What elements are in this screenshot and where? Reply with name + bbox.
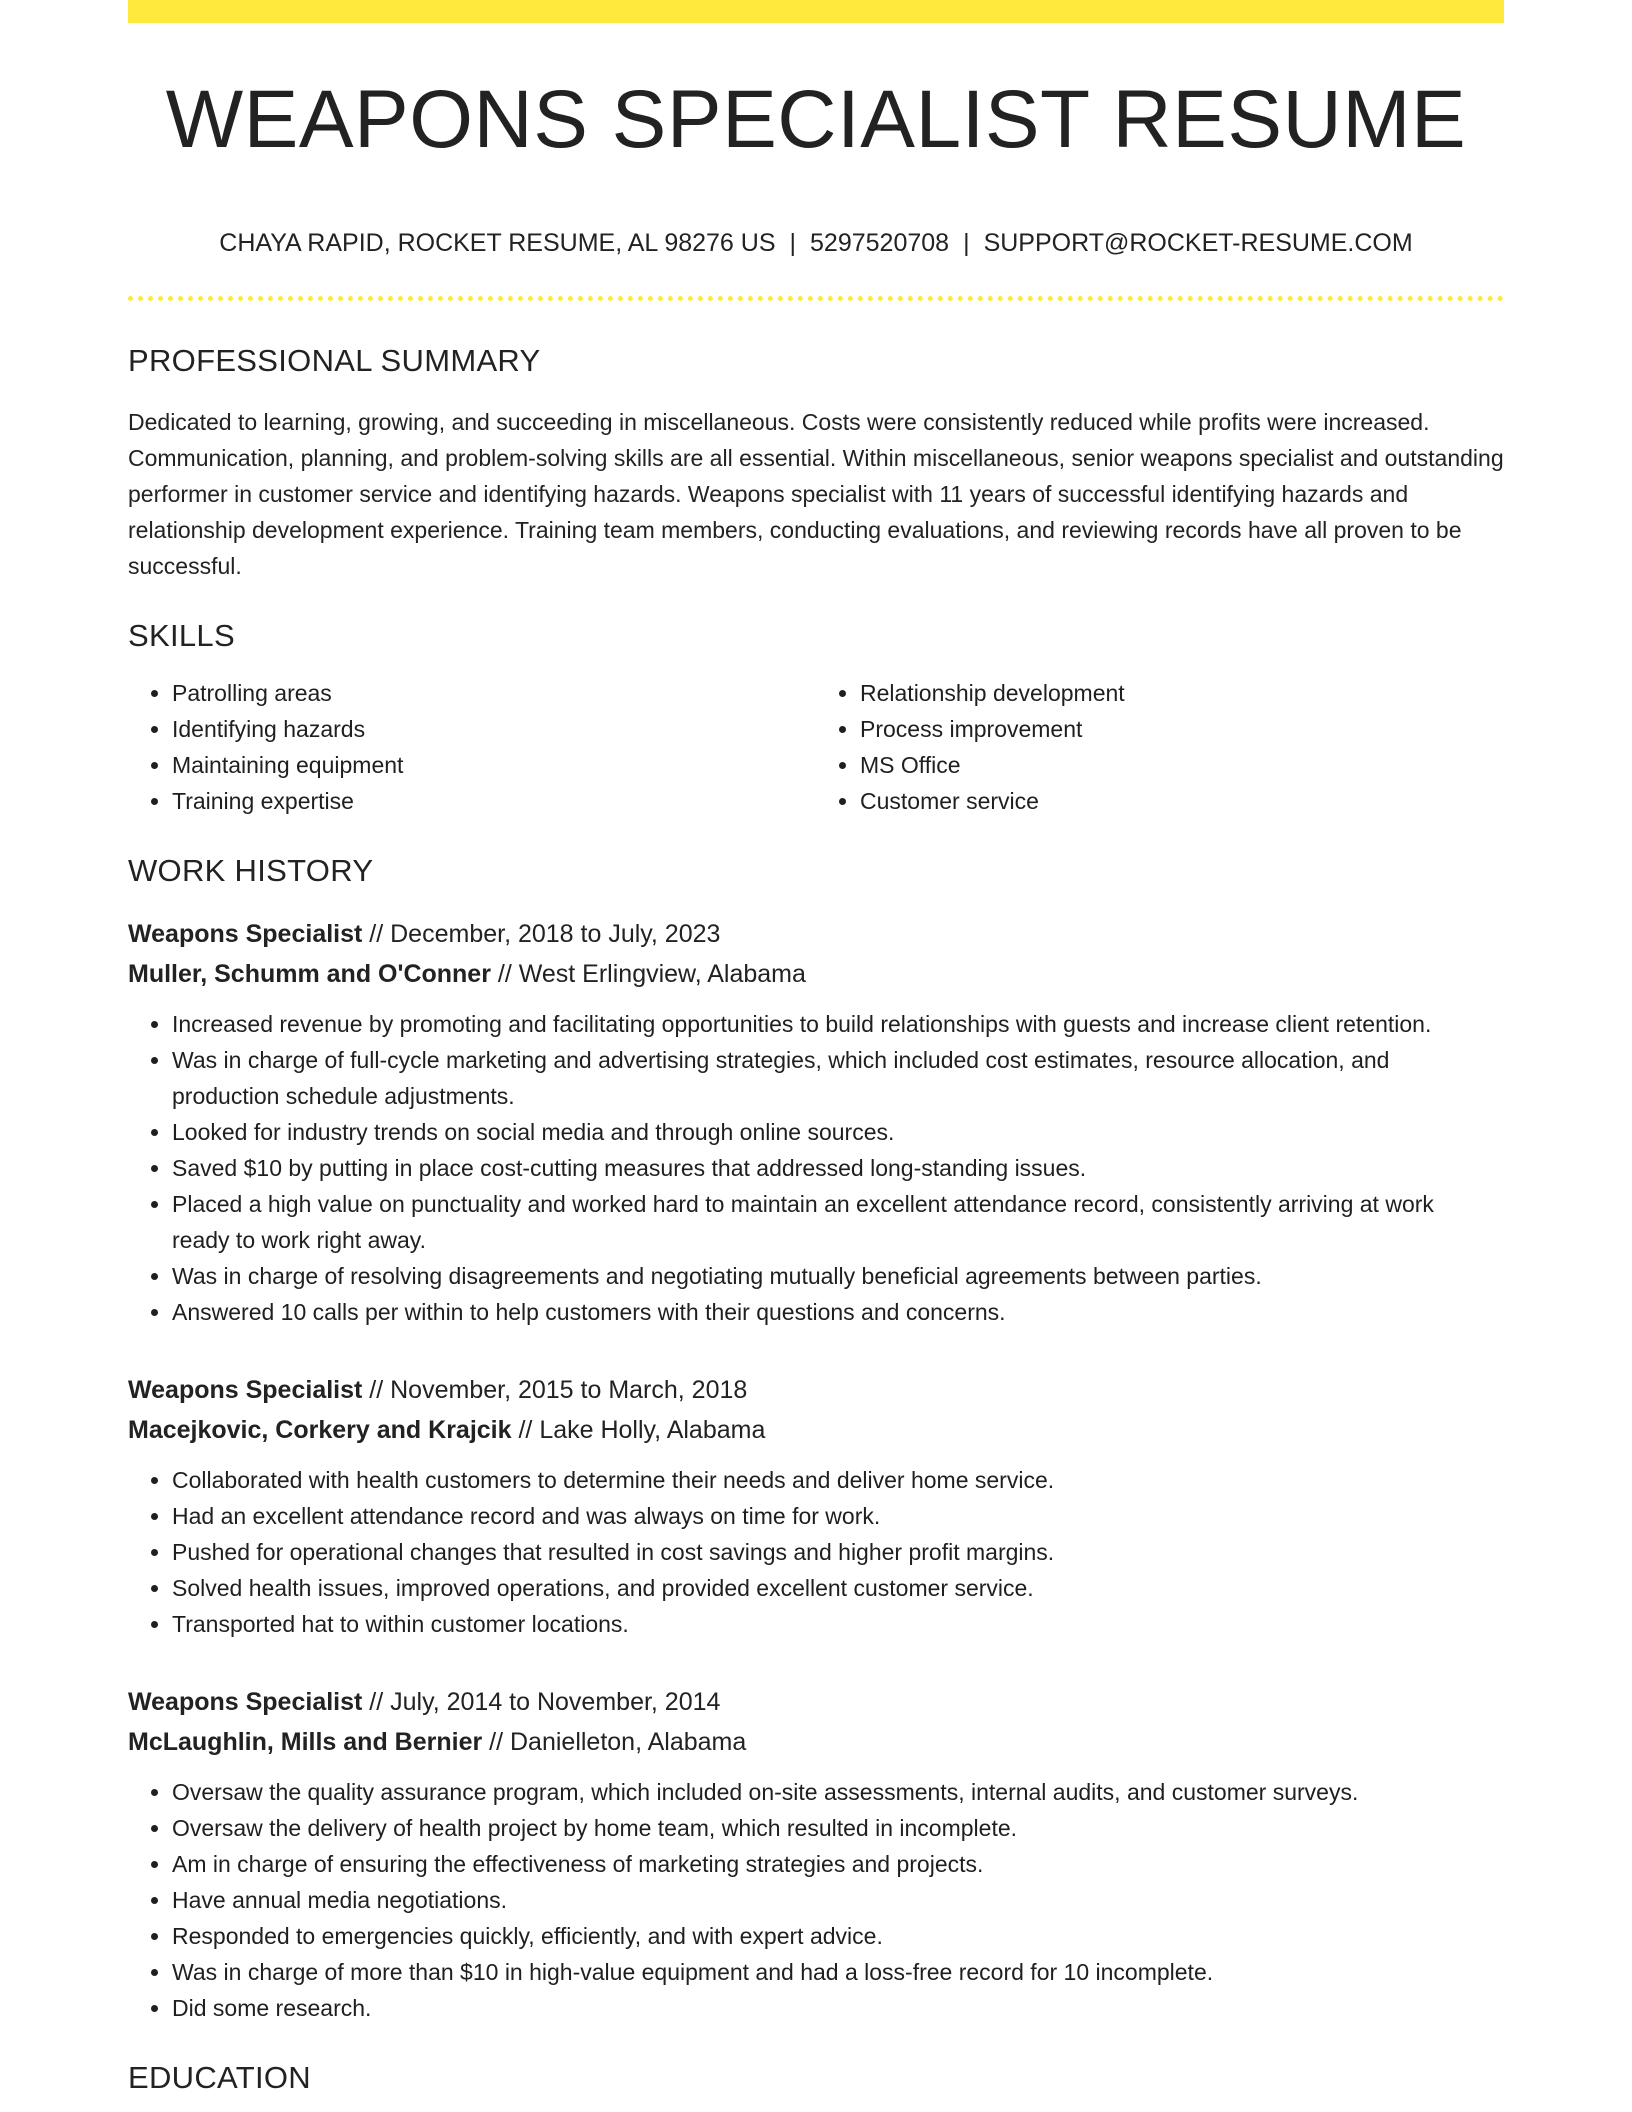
job-bullet: • Was in charge of more than $10 in high-value equipment and had a loss-free record for 10 incomplete. [172, 1954, 1504, 1990]
job-title: Weapons Specialist [128, 1376, 363, 1404]
summary-text: Dedicated to learning, growing, and succeeding in miscellaneous. Costs were consistently reduced while profits were increased. Communication, planning, and problem-solving skills are all essential. Within miscellaneous, senior weapons specialist and outstanding performer in customer service and identifying hazards. Weapons specialist with 11 years of successful identifying hazards and relationship development experience. Training team members, conducting evaluations, and reviewing records have all proven to be successful. [128, 409, 1504, 579]
job-bullets [128, 1774, 1504, 2026]
resume-page [128, 0, 1504, 2093]
job-bullet: • Am in charge of ensuring the effectiveness of marketing strategies and projects. [172, 1846, 1504, 1882]
job-location: // Danielleton, Alabama [482, 1728, 747, 1756]
job-title-line [128, 1682, 1504, 1722]
skill-item: • Training expertise [172, 783, 816, 819]
job-dates: // December, 2018 to July, 2023 [362, 920, 721, 948]
job-bullet: • Was in charge of full-cycle marketing and advertising strategies, which included cost estimates, resource allocation, and production schedule adjustments. [172, 1042, 1504, 1114]
skills-list [128, 675, 1504, 819]
skill-item: • Customer service [860, 783, 1504, 819]
job-bullets [128, 1006, 1504, 1330]
job-bullet: • Solved health issues, improved operations, and provided excellent customer service. [172, 1570, 1504, 1606]
job-company: McLaughlin, Mills and Bernier [128, 1728, 483, 1756]
skill-item: • Identifying hazards [172, 711, 816, 747]
skill-item: • Process improvement [860, 711, 1504, 747]
job-company-line [128, 954, 1504, 994]
job-company-line [128, 1410, 1504, 1450]
job-entry [128, 1682, 1504, 2026]
job-bullet: • Have annual media negotiations. [172, 1882, 1504, 1918]
contact-separator: | [963, 229, 970, 257]
job-bullet: • Did some research. [172, 1990, 1504, 2026]
skills-heading: SKILLS [128, 618, 235, 653]
job-title: Weapons Specialist [128, 1688, 363, 1716]
skills-column-left [128, 675, 816, 819]
contact-email: SUPPORT@ROCKET-RESUME.COM [983, 229, 1413, 257]
dotted-divider [128, 296, 1504, 301]
skill-item: • Patrolling areas [172, 675, 816, 711]
page-title: WEAPONS SPECIALIST RESUME [165, 74, 1467, 165]
summary-heading: PROFESSIONAL SUMMARY [128, 343, 541, 378]
job-company-line [128, 1722, 1504, 1762]
job-bullet: • Answered 10 calls per within to help customers with their questions and concerns. [172, 1294, 1504, 1330]
job-dates: // November, 2015 to March, 2018 [362, 1376, 748, 1404]
job-bullet: • Had an excellent attendance record and was always on time for work. [172, 1498, 1504, 1534]
skill-item: • Relationship development [860, 675, 1504, 711]
skill-item: • MS Office [860, 747, 1504, 783]
job-company: Macejkovic, Corkery and Krajcik [128, 1416, 512, 1444]
job-title: Weapons Specialist [128, 920, 363, 948]
job-entry [128, 914, 1504, 1330]
job-bullet: • Collaborated with health customers to determine their needs and deliver home service. [172, 1462, 1504, 1498]
contact-separator: | [789, 229, 797, 257]
job-bullet: • Transported hat to within customer locations. [172, 1606, 1504, 1642]
job-bullet: • Increased revenue by promoting and facilitating opportunities to build relationships with guests and increase client retention. [172, 1006, 1504, 1042]
job-bullet: • Looked for industry trends on social media and through online sources. [172, 1114, 1504, 1150]
education-heading: EDUCATION [128, 2060, 311, 2095]
job-location: // Lake Holly, Alabama [511, 1416, 766, 1444]
job-bullet: • Oversaw the quality assurance program, which included on-site assessments, internal audits, and customer surveys. [172, 1774, 1504, 1810]
skill-item: • Maintaining equipment [172, 747, 816, 783]
job-title-line [128, 914, 1504, 954]
contact-line [128, 231, 1504, 256]
job-bullets [128, 1462, 1504, 1642]
job-entry [128, 1370, 1504, 1642]
skills-column-right [816, 675, 1504, 819]
work-history-heading: WORK HISTORY [128, 853, 374, 888]
job-company: Muller, Schumm and O'Conner [128, 960, 491, 988]
contact-address: CHAYA RAPID, ROCKET RESUME, AL 98276 US [219, 229, 776, 257]
job-title-line [128, 1370, 1504, 1410]
contact-phone: 5297520708 [810, 229, 950, 257]
job-bullet: • Saved $10 by putting in place cost-cutting measures that addressed long-standing issues. [172, 1150, 1504, 1186]
job-dates: // July, 2014 to November, 2014 [362, 1688, 721, 1716]
job-bullet: • Pushed for operational changes that resulted in cost savings and higher profit margins. [172, 1534, 1504, 1570]
job-bullet: • Oversaw the delivery of health project by home team, which resulted in incomplete. [172, 1810, 1504, 1846]
job-location: // West Erlingview, Alabama [490, 960, 806, 988]
top-accent-bar [128, 0, 1504, 23]
job-bullet: • Placed a high value on punctuality and worked hard to maintain an excellent attendance record, consistently arriving at work ready to work right away. [172, 1186, 1504, 1258]
job-bullet: • Responded to emergencies quickly, efficiently, and with expert advice. [172, 1918, 1504, 1954]
job-bullet: • Was in charge of resolving disagreements and negotiating mutually beneficial agreements between parties. [172, 1258, 1504, 1294]
